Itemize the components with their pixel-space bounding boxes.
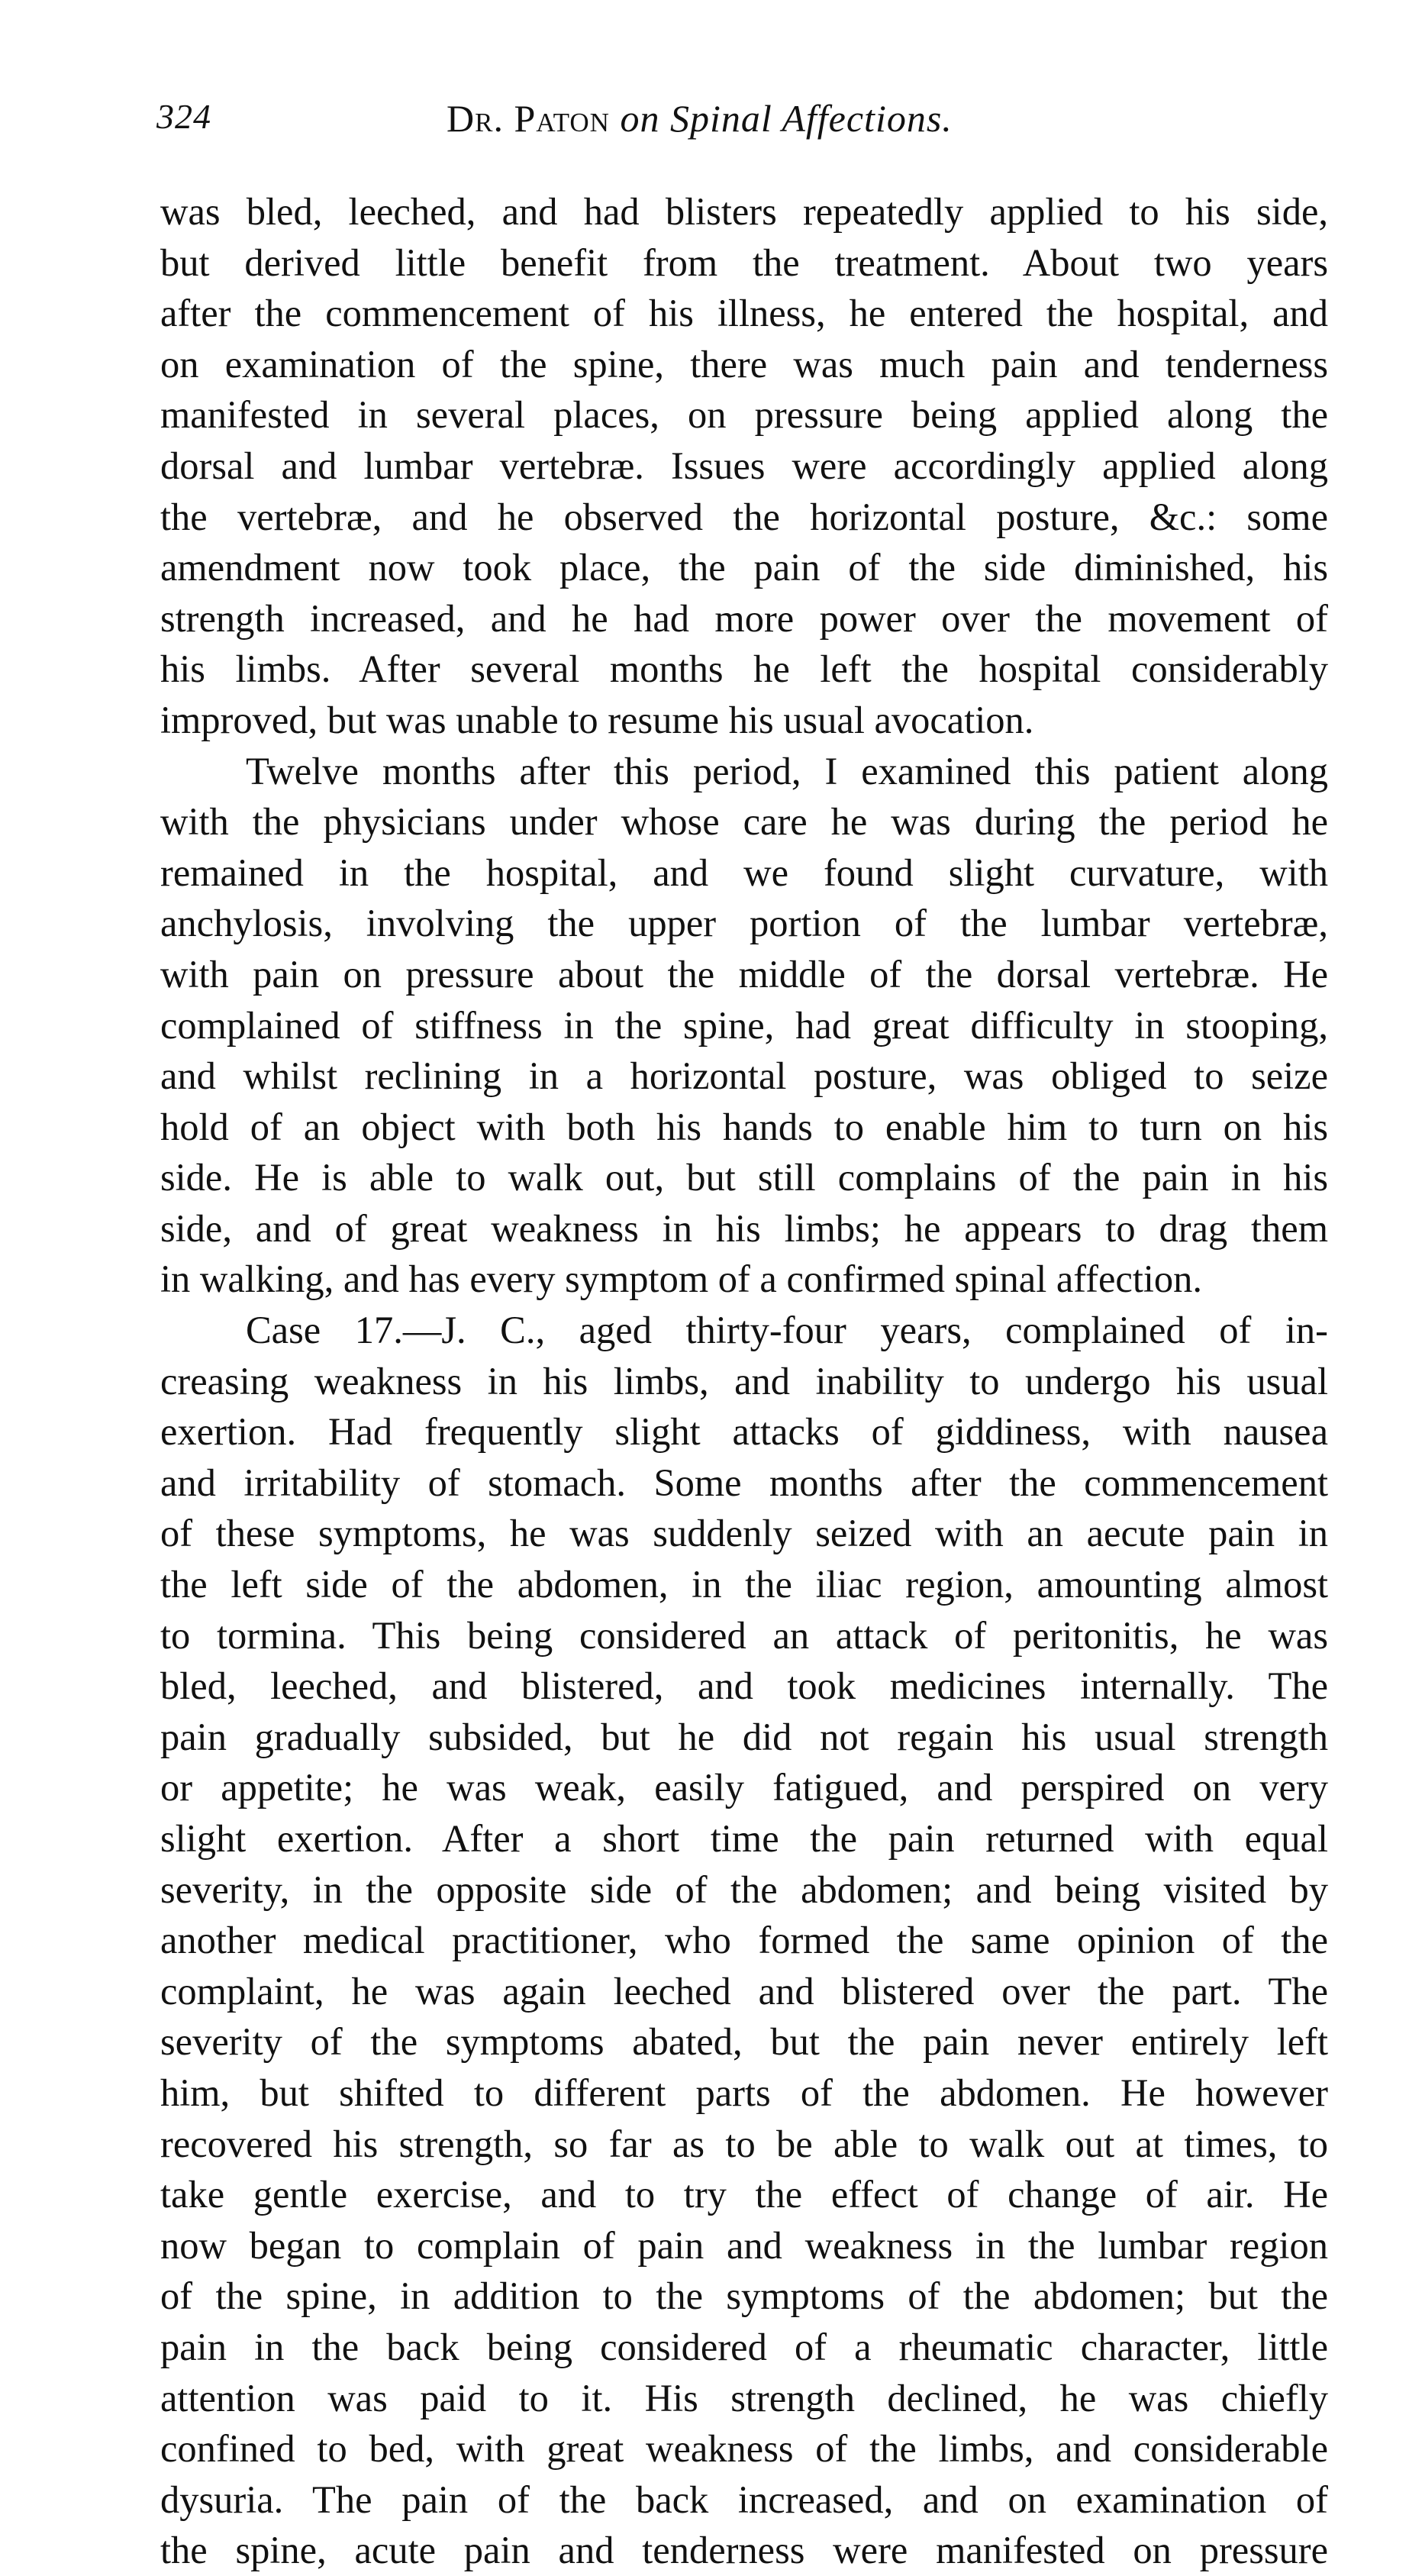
text-line: the left side of the abdomen, in the iliac region, amounting almost: [160, 1563, 1328, 1606]
running-title-subject: on Spinal Affections.: [620, 97, 953, 140]
text-line: complained of stiffness in the spine, had great difficulty in stooping,: [160, 1003, 1328, 1047]
text-line: him, but shifted to different parts of the abdomen. He however: [160, 2071, 1328, 2114]
text-line: the vertebræ, and he observed the horizontal posture, &c.: some: [160, 495, 1328, 538]
paragraph: [160, 746, 1328, 1306]
text-line: or appetite; he was weak, easily fatigued, and perspired on very: [160, 1766, 1328, 1809]
text-line: attention was paid to it. His strength declined, he was chiefly: [160, 2376, 1328, 2419]
text-line: was bled, leeched, and had blisters repeatedly applied to his side,: [160, 190, 1328, 233]
text-line: and whilst reclining in a horizontal posture, was obliged to seize: [160, 1054, 1328, 1098]
text-line: amendment now took place, the pain of the side diminished, his: [160, 546, 1328, 589]
page-number: 324: [156, 97, 211, 136]
text-line: side. He is able to walk out, but still complains of the pain in his: [160, 1156, 1328, 1199]
text-line: strength increased, and he had more power over the movement of: [160, 596, 1328, 640]
text-line: but derived little benefit from the treatment. About two years: [160, 240, 1328, 284]
text-line: another medical practitioner, who formed the same opinion of the: [160, 1919, 1328, 1962]
running-title: [447, 96, 953, 140]
text-line: creasing weakness in his limbs, and inability to undergo his usual: [160, 1359, 1328, 1403]
text-line: take gentle exercise, and to try the effect of change of air. He: [160, 2173, 1328, 2216]
text-line: dorsal and lumbar vertebræ. Issues were accordingly applied along: [160, 444, 1328, 487]
text-line: slight exertion. After a short time the pain returned with equal: [160, 1817, 1328, 1860]
running-head: [156, 96, 1324, 157]
body-text: [160, 186, 1328, 2576]
text-line: with pain on pressure about the middle of the dorsal vertebræ. He: [160, 952, 1328, 996]
text-line: dysuria. The pain of the back increased, and on examination of: [160, 2478, 1328, 2521]
text-line: recovered his strength, so far as to be able to walk out at times, to: [160, 2122, 1328, 2165]
text-line: bled, leeched, and blistered, and took medicines internally. The: [160, 1664, 1328, 1708]
text-line: now began to complain of pain and weakness in the lumbar region: [160, 2223, 1328, 2267]
text-line: his limbs. After several months he left the hospital considerably: [160, 647, 1328, 691]
text-line: confined to bed, with great weakness of the limbs, and considerable: [160, 2427, 1328, 2471]
text-line: and irritability of stomach. Some months after the commencement: [160, 1461, 1328, 1504]
text-line: exertion. Had frequently slight attacks of giddiness, with nausea: [160, 1410, 1328, 1454]
text-line: anchylosis, involving the upper portion of the lumbar vertebræ,: [160, 902, 1328, 945]
text-line: in walking, and has every symptom of a confirmed spinal affection.: [160, 1257, 1203, 1301]
text-line: remained in the hospital, and we found slight curvature, with: [160, 851, 1328, 894]
text-line: pain gradually subsided, but he did not regain his usual strength: [160, 1715, 1328, 1758]
text-line: hold of an object with both his hands to enable him to turn on his: [160, 1105, 1328, 1148]
text-line: on examination of the spine, there was much pain and tenderness: [160, 342, 1328, 386]
text-line: complaint, he was again leeched and blistered over the part. The: [160, 1969, 1328, 2013]
text-line: with the physicians under whose care he was during the period he: [160, 800, 1328, 844]
text-line: side, and of great weakness in his limbs; he appears to drag them: [160, 1206, 1328, 1250]
text-line: pain in the back being considered of a rheumatic character, little: [160, 2325, 1328, 2368]
text-line: after the commencement of his illness, he entered the hospital, and: [160, 292, 1328, 335]
paragraph: [160, 186, 1328, 746]
text-line: severity, in the opposite side of the abdomen; and being visited by: [160, 1867, 1328, 1911]
paragraph: [160, 1305, 1328, 2576]
text-line: to tormina. This being considered an attack of peritonitis, he was: [160, 1613, 1328, 1657]
text-line: Twelve months after this period, I examined this patient along: [246, 749, 1328, 792]
text-line: manifested in several places, on pressure being applied along the: [160, 393, 1328, 437]
text-line: improved, but was unable to resume his usual avocation.: [160, 698, 1034, 741]
text-line: of the spine, in addition to the symptoms of the abdomen; but the: [160, 2274, 1328, 2318]
text-line: severity of the symptoms abated, but the pain never entirely left: [160, 2020, 1328, 2064]
text-line: of these symptoms, he was suddenly seized with an aecute pain in: [160, 1512, 1328, 1555]
text-line: Case 17.—J. C., aged thirty-four years, complained of in-: [246, 1309, 1328, 1352]
text-line: the spine, acute pain and tenderness were manifested on pressure: [160, 2529, 1328, 2572]
running-title-author: Dr. Paton: [447, 97, 610, 140]
